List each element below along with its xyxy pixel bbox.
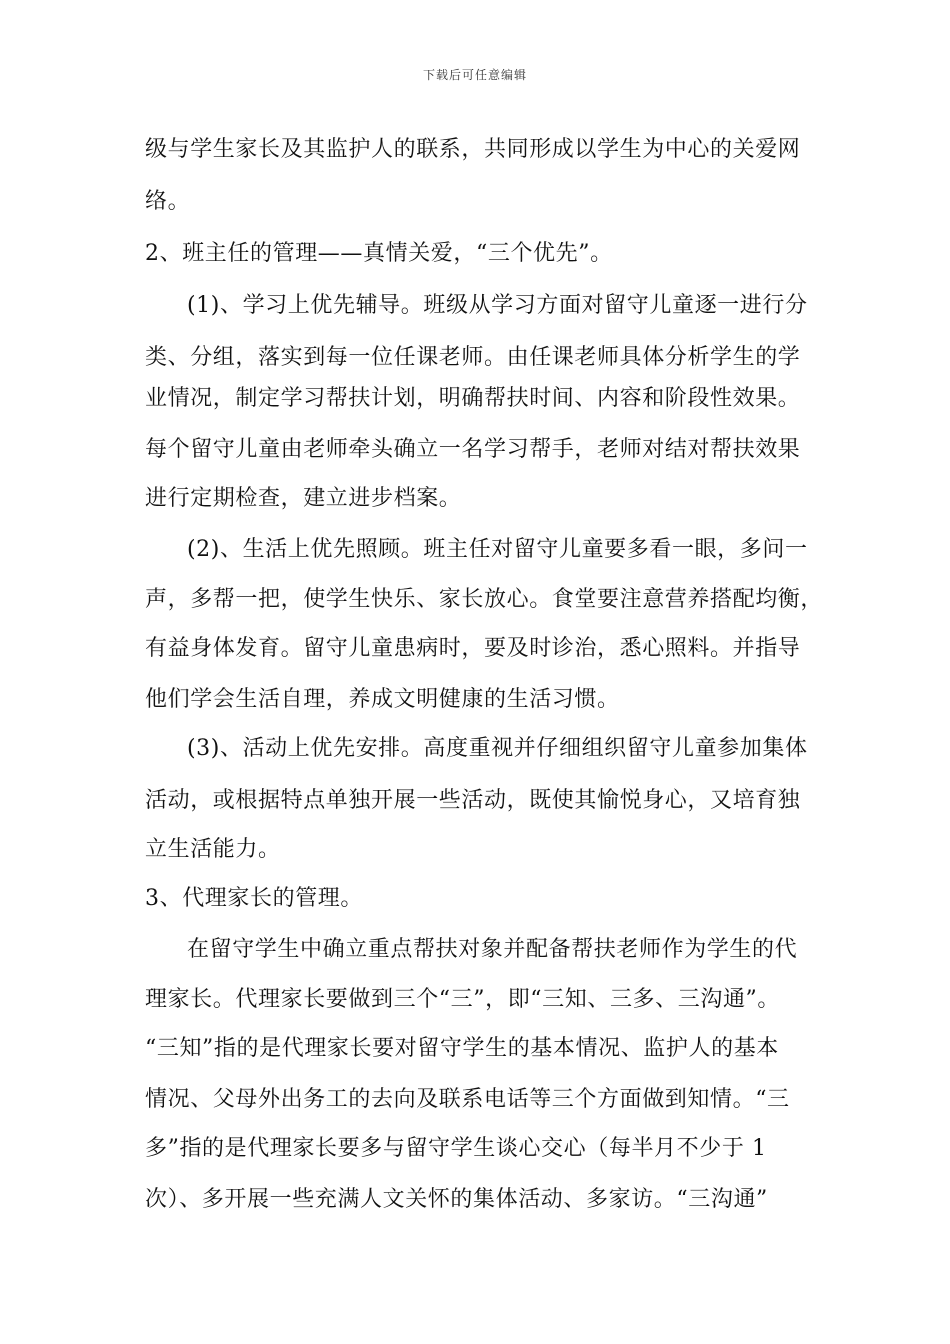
text-line: (2)、生活上优先照顾。班主任对留守儿童要多看一眼，多问一 (187, 537, 808, 562)
text-line: (3)、活动上优先安排。高度重视并仔细组织留守儿童参加集体 (187, 736, 808, 761)
text-line: “三知”指的是代理家长要对留守学生的基本情况、监护人的基本 (145, 1036, 779, 1061)
text-line: 立生活能力。 (145, 837, 281, 862)
text-line: 有益身体发育。留守儿童患病时，要及时诊治，悉心照料。并指导 (145, 636, 801, 661)
text-line: 理家长。代理家长要做到三个“三”，即“三知、三多、三沟通”。 (145, 987, 780, 1012)
text-line: 声，多帮一把，使学生快乐、家长放心。食堂要注意营养搭配均衡， (145, 587, 824, 612)
text-line: 每个留守儿童由老师牵头确立一名学习帮手，老师对结对帮扶效果 (145, 437, 801, 462)
text-line: 级与学生家长及其监护人的联系，共同形成以学生为中心的关爱网 (145, 137, 801, 162)
text-line: 类、分组，落实到每一位任课老师。由任课老师具体分析学生的学 (145, 345, 801, 370)
text-line: 业情况，制定学习帮扶计划，明确帮扶时间、内容和阶段性效果。 (145, 386, 801, 411)
text-line: 在留守学生中确立重点帮扶对象并配备帮扶老师作为学生的代 (187, 937, 798, 962)
text-line: 2、班主任的管理——真情关爱，“三个优先”。 (145, 241, 613, 266)
text-line: 进行定期检查，建立进步档案。 (145, 486, 462, 511)
text-line: 情况、父母外出务工的去向及联系电话等三个方面做到知情。“三 (145, 1087, 790, 1112)
page-header: 下载后可任意编辑 (422, 68, 527, 82)
text-line: 多”指的是代理家长要多与留守学生谈心交心（每半月不少于 1 (145, 1136, 767, 1161)
text-line: (1)、学习上优先辅导。班级从学习方面对留守儿童逐一进行分 (187, 293, 808, 318)
text-line: 3、代理家长的管理。 (145, 886, 363, 911)
text-line: 活动，或根据特点单独开展一些活动，既使其愉悦身心，又培育独 (145, 788, 801, 813)
text-line: 他们学会生活自理，养成文明健康的生活习惯。 (145, 687, 620, 712)
text-line: 次）、多开展一些充满人文关怀的集体活动、多家访。“三沟通” (145, 1187, 768, 1212)
text-line: 络。 (145, 189, 191, 214)
